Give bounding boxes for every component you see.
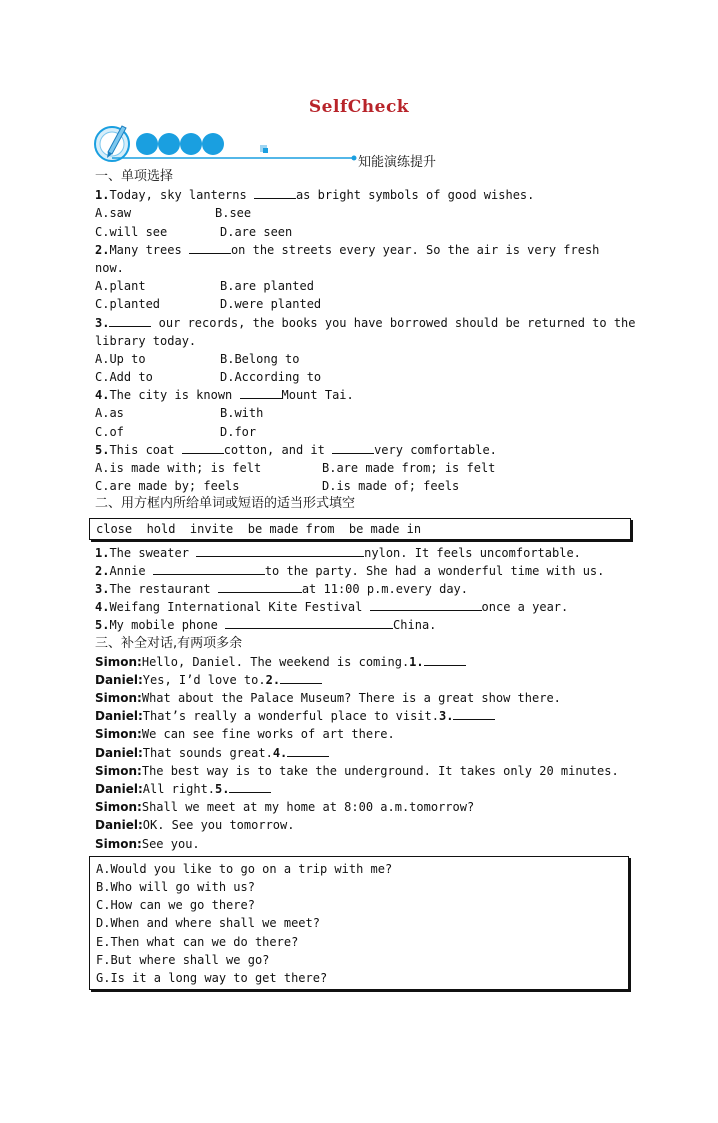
dialog-options-box <box>89 856 629 990</box>
options-row <box>95 204 635 222</box>
dialog-line: Simon:The best way is to take the underground. It takes only 20 minutes. <box>95 763 619 778</box>
option[interactable]: A.Up to <box>95 351 146 366</box>
answer-blank[interactable] <box>189 241 231 254</box>
options-row <box>95 368 635 386</box>
fill-item-3: 3.The restaurant at 11:00 p.m.every day. <box>95 581 468 596</box>
dialog-line: Daniel:That’s really a wonderful place to visit.3. <box>95 707 635 725</box>
dialog-option[interactable]: G.Is it a long way to get there? <box>96 970 328 985</box>
question-2: 2.Many trees on the streets every year. So the air is very fresh <box>95 242 600 257</box>
speaker: Daniel: <box>95 818 143 833</box>
answer-blank[interactable] <box>240 386 282 399</box>
answer-blank[interactable] <box>182 441 224 454</box>
fill-item-5: 5.My mobile phone China. <box>95 618 437 633</box>
option[interactable]: D.for <box>220 424 257 439</box>
dots-decoration <box>136 133 224 155</box>
options-row <box>95 404 635 422</box>
question-3-cont: library today. <box>95 333 197 348</box>
dialog-option[interactable]: E.Then what can we do there? <box>96 934 299 949</box>
question-5: 5.This coat cotton, and it very comfortable. <box>95 442 497 457</box>
option[interactable]: B.with <box>220 406 264 421</box>
answer-blank[interactable] <box>424 653 466 666</box>
speaker: Daniel: <box>95 745 143 760</box>
option[interactable]: A.saw <box>95 206 132 221</box>
answer-blank[interactable] <box>153 562 265 575</box>
section1-heading: 一、单项选择 <box>95 169 174 184</box>
option[interactable]: C.of <box>95 424 124 439</box>
fill-item-4: 4.Weifang International Kite Festival once a year. <box>95 600 569 615</box>
dialog-line: Simon:See you. <box>95 836 200 851</box>
dialog-line: Simon:Shall we meet at my home at 8:00 a.m.tomorrow? <box>95 800 475 815</box>
dialog-option[interactable]: F.But where shall we go? <box>96 952 270 967</box>
speaker: Simon: <box>95 691 142 706</box>
answer-blank[interactable] <box>453 707 495 720</box>
dialog-option[interactable]: B.Who will go with us? <box>96 879 255 894</box>
speaker: Simon: <box>95 654 142 669</box>
section2-heading: 二、用方框内所给单词或短语的适当形式填空 <box>95 496 356 512</box>
question-4: 4.The city is known Mount Tai. <box>95 388 354 403</box>
option[interactable]: C.will see <box>95 224 168 239</box>
speaker: Simon: <box>95 836 142 851</box>
answer-blank[interactable] <box>280 671 322 684</box>
dialog-line: Daniel:All right.5. <box>95 780 635 798</box>
dialog-line: Simon:Hello, Daniel. The weekend is coming.1. <box>95 653 635 671</box>
answer-blank[interactable] <box>196 544 364 557</box>
options-row <box>95 295 635 313</box>
dialog-line: Daniel:OK. See you tomorrow. <box>95 818 295 833</box>
speaker: Simon: <box>95 763 142 778</box>
options-row <box>95 350 635 368</box>
option[interactable]: D.is made of; feels <box>322 479 460 494</box>
option[interactable]: C.are made by; feels <box>95 479 240 494</box>
dialog-line: Daniel:That sounds great.4. <box>95 744 635 762</box>
option[interactable]: D.According to <box>220 370 322 385</box>
options-row <box>95 223 635 241</box>
options-row <box>95 277 635 295</box>
option[interactable]: B.see <box>215 206 252 221</box>
dialog-option[interactable]: D.When and where shall we meet? <box>96 916 320 931</box>
word-bank-box: close hold invite be made from be made in <box>89 518 631 540</box>
speaker: Simon: <box>95 800 142 815</box>
option[interactable]: D.were planted <box>220 297 322 312</box>
dialog-option[interactable]: A.Would you like to go on a trip with me? <box>96 861 393 876</box>
dialog-line: Daniel:Yes, I’d love to.2. <box>95 671 635 689</box>
section3-heading: 三、补全对话,有两项多余 <box>95 635 243 651</box>
answer-blank[interactable] <box>370 598 482 611</box>
page-title: SelfCheck <box>308 97 410 117</box>
answer-blank[interactable] <box>218 580 302 593</box>
option[interactable]: B.Belong to <box>220 351 300 366</box>
option[interactable]: A.plant <box>95 279 146 294</box>
pencil-badge-icon <box>95 126 129 161</box>
answer-blank[interactable] <box>229 780 271 793</box>
option[interactable]: C.planted <box>95 297 161 312</box>
options-row <box>95 477 635 495</box>
option[interactable]: D.are seen <box>220 224 293 239</box>
dialog-line: Simon:We can see fine works of art there. <box>95 727 395 742</box>
option[interactable]: A.as <box>95 406 124 421</box>
speaker: Simon: <box>95 727 142 742</box>
speaker: Daniel: <box>95 672 143 687</box>
options-row <box>95 423 635 441</box>
fill-item-2: 2.Annie to the party. She had a wonderful time with us. <box>95 563 605 578</box>
banner-label: 知能演练提升 <box>358 155 437 170</box>
section-banner <box>92 120 552 166</box>
option[interactable]: C.Add to <box>95 370 153 385</box>
dialog-line: Simon:What about the Palace Museum? There is a great show there. <box>95 691 561 706</box>
options-row <box>95 459 635 477</box>
question-2-cont: now. <box>95 260 124 275</box>
question-1: 1.Today, sky lanterns as bright symbols of good wishes. <box>95 188 535 203</box>
fill-item-1: 1.The sweater nylon. It feels uncomfortable. <box>95 545 581 560</box>
answer-blank[interactable] <box>225 616 393 629</box>
content <box>95 168 635 990</box>
answer-blank[interactable] <box>287 744 329 757</box>
option[interactable]: B.are made from; is felt <box>322 461 496 475</box>
answer-blank[interactable] <box>254 186 296 199</box>
answer-blank[interactable] <box>109 314 151 327</box>
question-3: 3. our records, the books you have borrowed should be returned to the <box>95 315 636 330</box>
dialog-option[interactable]: C.How can we go there? <box>96 898 255 913</box>
option[interactable]: B.are planted <box>220 279 314 294</box>
speaker: Daniel: <box>95 782 143 796</box>
option[interactable]: A.is made with; is felt <box>95 461 262 475</box>
answer-blank[interactable] <box>332 441 374 454</box>
speaker: Daniel: <box>95 709 143 724</box>
